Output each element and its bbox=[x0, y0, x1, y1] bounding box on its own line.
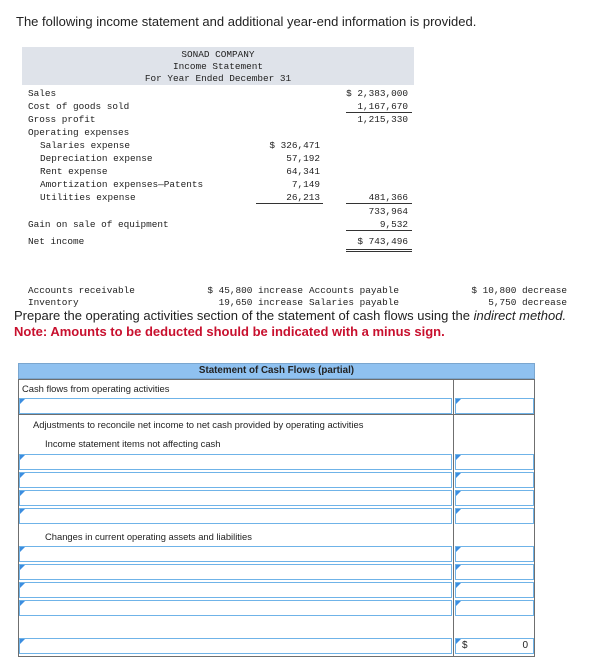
line-item-1-input[interactable] bbox=[19, 398, 452, 414]
salaries-payable-label: Salaries payable bbox=[309, 297, 400, 308]
change-item-1-amount[interactable] bbox=[455, 546, 534, 562]
noncash-header: Income statement items not affecting cash bbox=[45, 438, 221, 449]
company-name: SONAD COMPANY bbox=[181, 49, 255, 60]
statement-title: Income Statement bbox=[172, 61, 263, 72]
changes-header: Changes in current operating assets and liabilities bbox=[45, 531, 252, 542]
gross-profit-value: 1,215,330 bbox=[357, 114, 408, 125]
sales-value: $ 2,383,000 bbox=[346, 88, 408, 99]
sales-label: Sales bbox=[28, 88, 57, 99]
amortization-label: Amortization expenses—Patents bbox=[40, 179, 204, 190]
noncash-item-1-amount[interactable] bbox=[455, 454, 534, 470]
line-item-1-amount[interactable] bbox=[455, 398, 534, 414]
salaries-label: Salaries expense bbox=[40, 140, 131, 151]
cash-flow-title: Statement of Cash Flows (partial) bbox=[18, 363, 535, 379]
cogs-underline bbox=[346, 112, 412, 113]
adjustments-header: Adjustments to reconcile net income to net cash provided by operating activities bbox=[33, 419, 364, 430]
net-income-double-underline-2 bbox=[346, 251, 412, 252]
operating-header: Cash flows from operating activities bbox=[22, 383, 170, 394]
noncash-item-4-amount[interactable] bbox=[455, 508, 534, 524]
rent-label: Rent expense bbox=[40, 166, 108, 177]
inventory-label: Inventory bbox=[28, 297, 79, 308]
total-label-input[interactable] bbox=[19, 638, 452, 654]
inventory-value: 19,650 increase bbox=[218, 297, 303, 308]
ar-value: $ 45,800 increase bbox=[207, 285, 303, 296]
change-item-3-amount[interactable] bbox=[455, 582, 534, 598]
row-divider bbox=[19, 414, 534, 415]
subtotal-value: 733,964 bbox=[368, 206, 408, 217]
prompt-text bbox=[14, 308, 566, 323]
statement-period: For Year Ended December 31 bbox=[144, 73, 292, 84]
noncash-item-1-input[interactable] bbox=[19, 454, 452, 470]
net-income-label: Net income bbox=[28, 236, 85, 247]
depreciation-label: Depreciation expense bbox=[40, 153, 153, 164]
change-item-4-input[interactable] bbox=[19, 600, 452, 616]
total-opex-underline bbox=[346, 203, 412, 204]
cogs-value: 1,167,670 bbox=[357, 101, 408, 112]
noncash-item-2-amount[interactable] bbox=[455, 472, 534, 488]
change-item-3-input[interactable] bbox=[19, 582, 452, 598]
gain-underline bbox=[346, 230, 412, 231]
opex-label: Operating expenses bbox=[28, 127, 130, 138]
cogs-label: Cost of goods sold bbox=[28, 101, 130, 112]
change-item-1-input[interactable] bbox=[19, 546, 452, 562]
prompt-note: Note: Amounts to be deducted should be indicated with a minus sign. bbox=[14, 324, 445, 339]
ap-label: Accounts payable bbox=[309, 285, 400, 296]
change-item-4-amount[interactable] bbox=[455, 600, 534, 616]
gross-profit-label: Gross profit bbox=[28, 114, 96, 125]
utilities-value: 26,213 bbox=[286, 192, 320, 203]
noncash-item-3-input[interactable] bbox=[19, 490, 452, 506]
change-item-2-input[interactable] bbox=[19, 564, 452, 580]
utilities-underline bbox=[256, 203, 323, 204]
net-income-value: $ 743,496 bbox=[357, 236, 408, 247]
noncash-item-4-input[interactable] bbox=[19, 508, 452, 524]
gain-label: Gain on sale of equipment bbox=[28, 219, 169, 230]
ap-value: $ 10,800 decrease bbox=[471, 285, 567, 296]
total-value: 0 bbox=[522, 640, 528, 651]
total-currency: $ bbox=[462, 640, 468, 651]
change-item-2-amount[interactable] bbox=[455, 564, 534, 580]
rent-value: 64,341 bbox=[286, 166, 320, 177]
total-opex-value: 481,366 bbox=[368, 192, 408, 203]
utilities-label: Utilities expense bbox=[40, 192, 136, 203]
prompt-text-italic: indirect method. bbox=[473, 308, 567, 323]
salaries-value: $ 326,471 bbox=[269, 140, 320, 151]
ar-label: Accounts receivable bbox=[28, 285, 135, 296]
gain-value: 9,532 bbox=[379, 219, 408, 230]
intro-text: The following income statement and additional year-end information is provided. bbox=[16, 14, 477, 29]
salaries-payable-value: 5,750 decrease bbox=[488, 297, 567, 308]
noncash-item-2-input[interactable] bbox=[19, 472, 452, 488]
depreciation-value: 57,192 bbox=[286, 153, 320, 164]
amortization-value: 7,149 bbox=[291, 179, 320, 190]
prompt-text-start: Prepare the operating activities section of the statement of cash flows using the bbox=[14, 308, 474, 323]
amount-column-divider bbox=[453, 379, 454, 657]
net-income-double-underline-1 bbox=[346, 249, 412, 250]
noncash-item-3-amount[interactable] bbox=[455, 490, 534, 506]
total-amount bbox=[455, 638, 534, 654]
